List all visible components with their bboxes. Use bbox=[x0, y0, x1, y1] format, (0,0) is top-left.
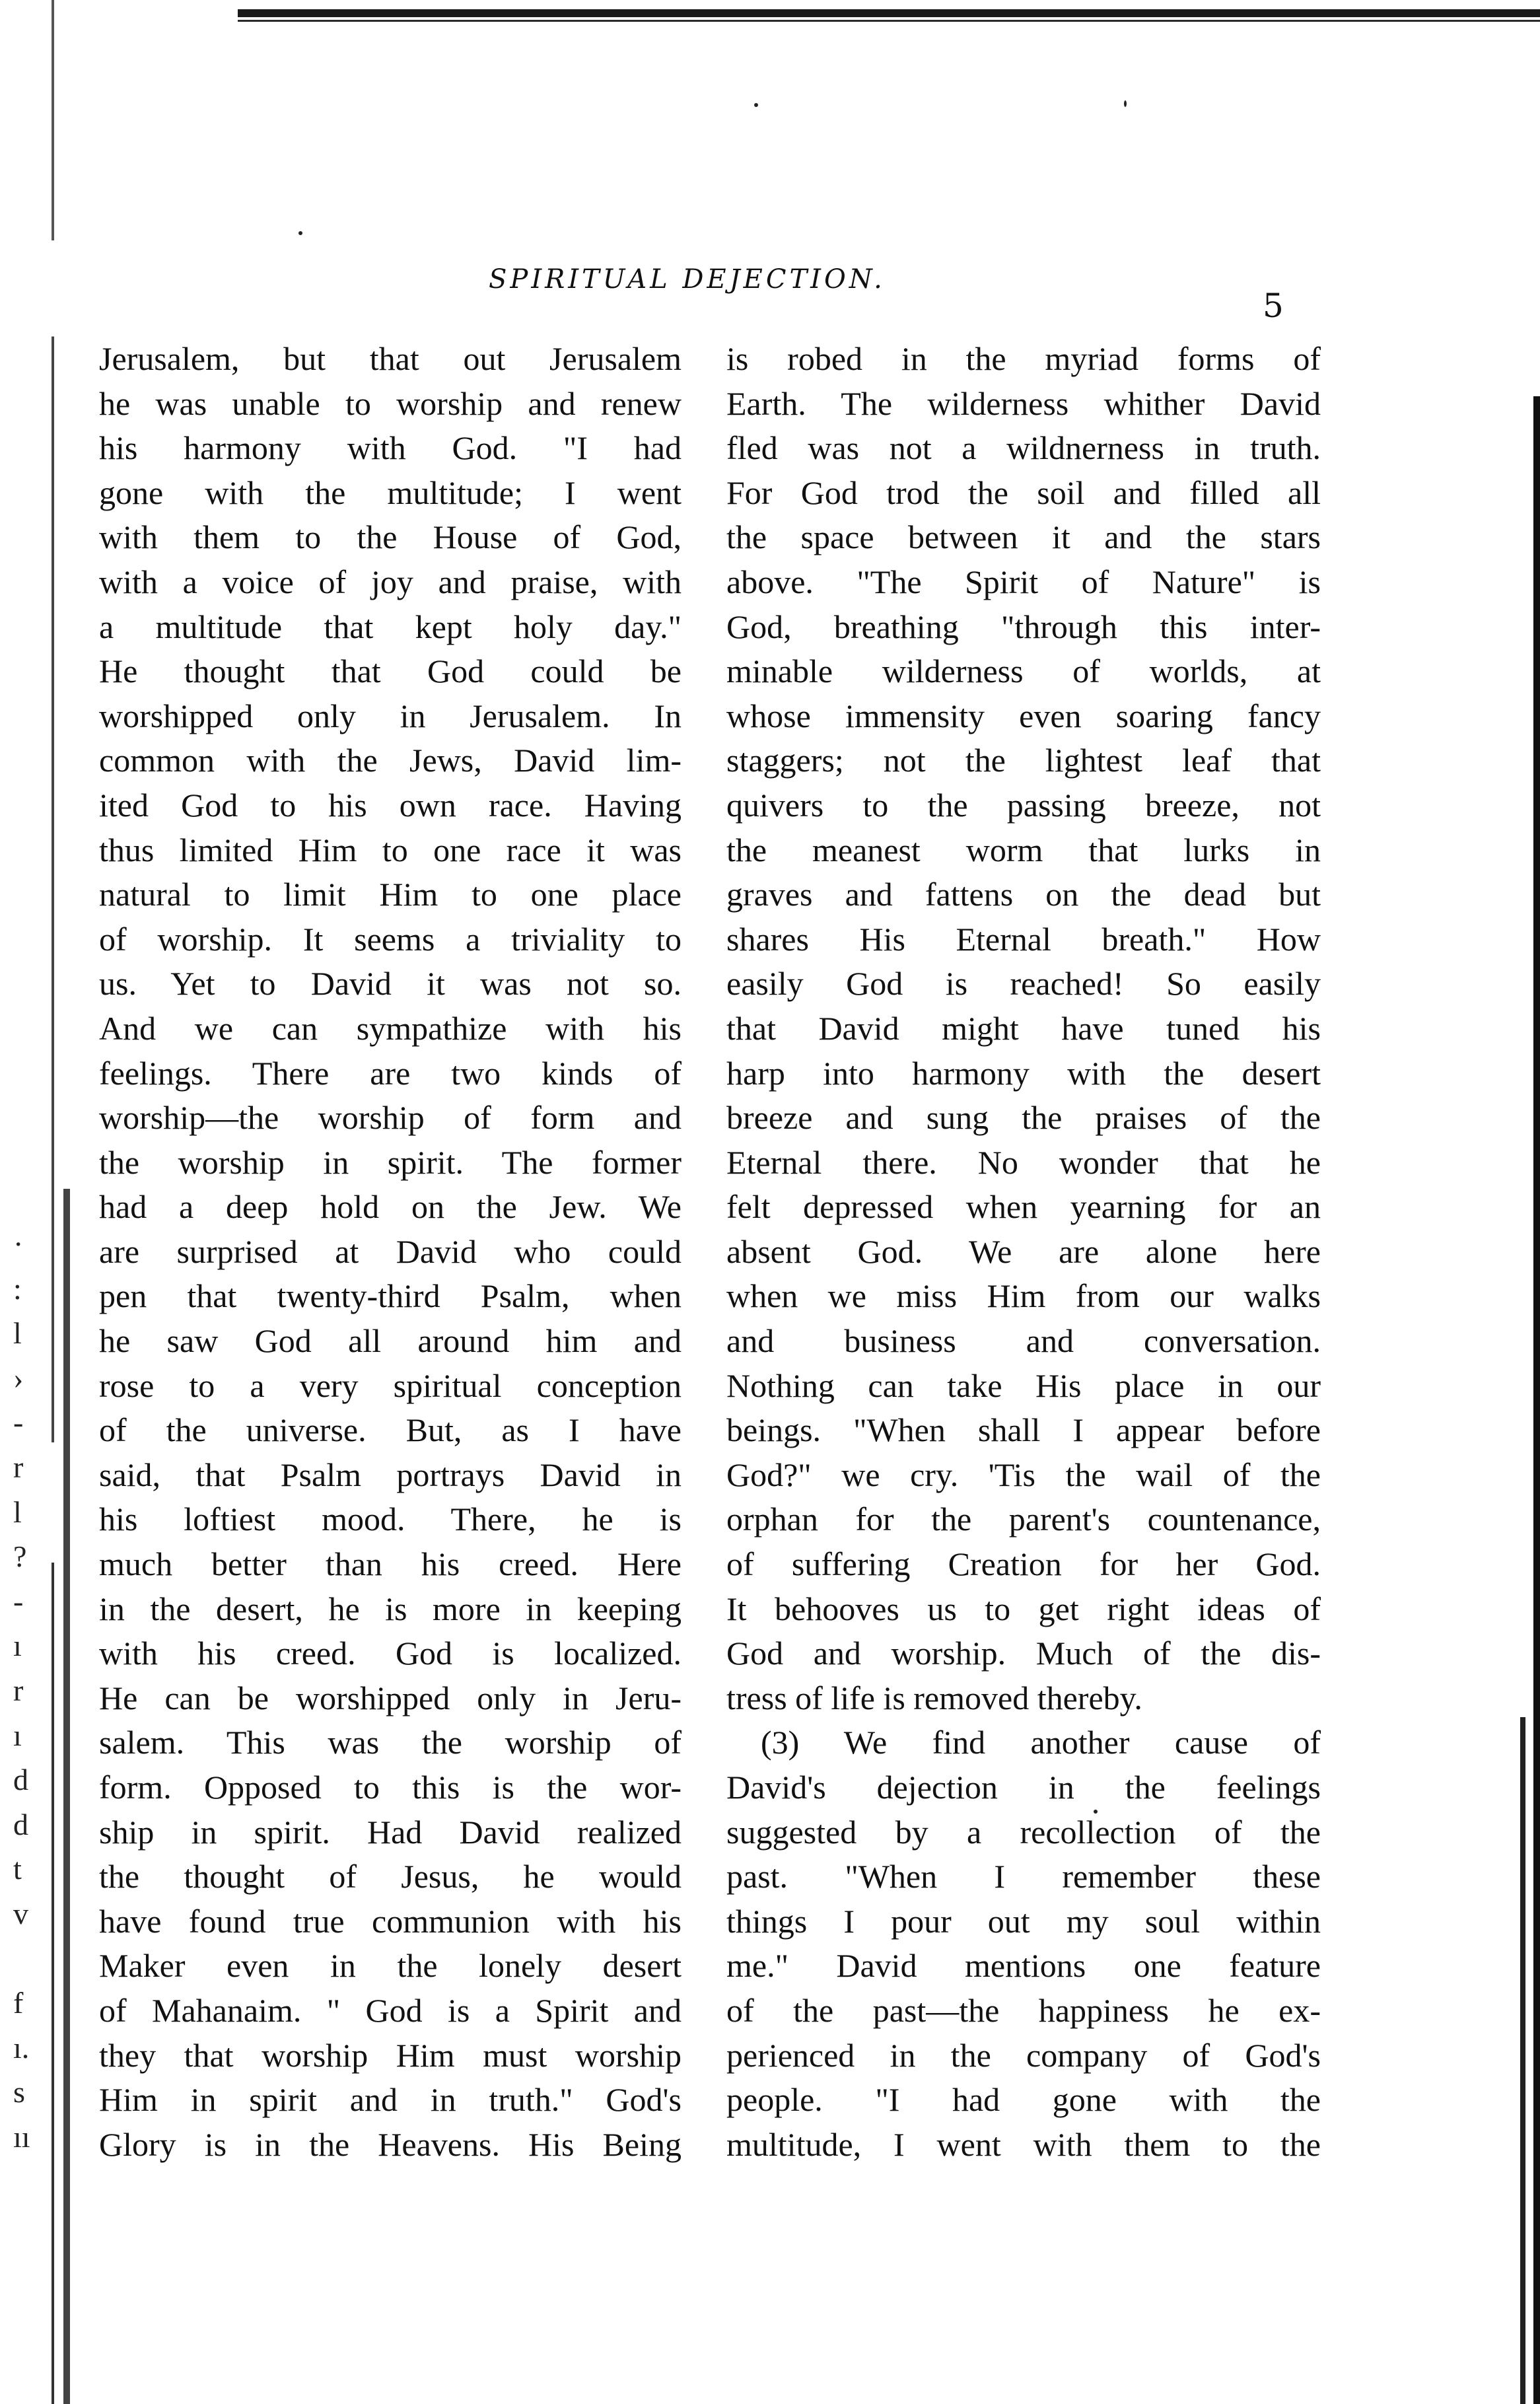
margin-fragment: ıı bbox=[13, 2119, 30, 2154]
text-line: Him in spirit and in truth." God's bbox=[99, 2081, 682, 2119]
text-line: his harmony with God. "I had bbox=[99, 429, 682, 467]
text-line: he saw God all around him and bbox=[99, 1322, 682, 1360]
text-line: feelings. There are two kinds of bbox=[99, 1054, 682, 1092]
text-line: absent God. We are alone here bbox=[726, 1232, 1321, 1270]
text-line: graves and fattens on the dead but bbox=[726, 876, 1321, 913]
right-text-column bbox=[726, 337, 1321, 2167]
text-line: a multitude that kept holy day." bbox=[99, 608, 682, 645]
text-line: beings. "When shall I appear before bbox=[726, 1411, 1321, 1449]
text-line: with them to the House of God, bbox=[99, 518, 682, 556]
text-line: people. "I had gone with the bbox=[726, 2081, 1321, 2119]
text-line: of worship. It seems a triviality to bbox=[99, 920, 682, 958]
margin-fragment: › bbox=[13, 1361, 24, 1395]
page-number: 5 bbox=[1263, 287, 1284, 325]
text-line: God and worship. Much of the dis- bbox=[726, 1635, 1321, 1672]
text-line: Eternal there. No wonder that he bbox=[726, 1143, 1321, 1181]
margin-fragment: · bbox=[13, 1227, 24, 1261]
text-line: fled was not a wildnerness in truth. bbox=[726, 429, 1321, 467]
margin-fragment: : bbox=[13, 1271, 22, 1306]
margin-fragment bbox=[13, 1936, 40, 1981]
margin-fragments bbox=[13, 1222, 40, 2159]
print-speck bbox=[298, 231, 302, 235]
text-line: suggested by a recollection of the bbox=[726, 1813, 1321, 1851]
text-line: are surprised at David who could bbox=[99, 1232, 682, 1270]
text-line: the meanest worm that lurks in bbox=[726, 831, 1321, 868]
text-line: salem. This was the worship of bbox=[99, 1724, 682, 1761]
margin-fragment: f bbox=[13, 1986, 24, 2020]
text-line: of the past—the happiness he ex- bbox=[726, 1991, 1321, 2029]
text-line: harp into harmony with the desert bbox=[726, 1054, 1321, 1092]
margin-fragment: l bbox=[13, 1316, 22, 1351]
text-line: natural to limit Him to one place bbox=[99, 876, 682, 913]
margin-fragment: - bbox=[13, 1584, 24, 1618]
text-line: whose immensity even soaring fancy bbox=[726, 697, 1321, 734]
text-line: when we miss Him from our walks bbox=[726, 1277, 1321, 1315]
text-line: his loftiest mood. There, he is bbox=[99, 1501, 682, 1538]
text-line: Glory is in the Heavens. His Being bbox=[99, 2125, 682, 2163]
text-line: rose to a very spiritual conception bbox=[99, 1366, 682, 1404]
margin-fragment: ? bbox=[13, 1539, 27, 1574]
margin-fragment: l bbox=[13, 1495, 22, 1529]
margin-fragment: d bbox=[13, 1763, 28, 1797]
text-line: common with the Jews, David lim- bbox=[99, 742, 682, 779]
text-line: God?" we cry. 'Tis the wail of the bbox=[726, 1456, 1321, 1493]
margin-fragment: d bbox=[13, 1807, 28, 1841]
text-line: said, that Psalm portrays David in bbox=[99, 1456, 682, 1493]
text-line: thus limited Him to one race it was bbox=[99, 831, 682, 868]
text-line: David's dejection in the feelings bbox=[726, 1769, 1321, 1806]
text-line: and business and conversation. bbox=[726, 1322, 1321, 1360]
text-line: And we can sympathize with his bbox=[99, 1009, 682, 1047]
text-line: God, breathing "through this inter- bbox=[726, 608, 1321, 645]
margin-fragment: ı. bbox=[13, 2030, 30, 2065]
text-line: orphan for the parent's countenance, bbox=[726, 1501, 1321, 1538]
top-rule-thin bbox=[238, 20, 1540, 22]
text-line: easily God is reached! So easily bbox=[726, 965, 1321, 1003]
print-speck bbox=[1124, 100, 1127, 107]
text-line: the thought of Jesus, he would bbox=[99, 1858, 682, 1895]
text-line: He thought that God could be bbox=[99, 653, 682, 690]
text-line: pen that twenty-third Psalm, when bbox=[99, 1277, 682, 1315]
text-line: the worship in spirit. The former bbox=[99, 1143, 682, 1181]
margin-fragment: t bbox=[13, 1852, 22, 1886]
margin-fragment: - bbox=[13, 1405, 24, 1440]
text-line: much better than his creed. Here bbox=[99, 1545, 682, 1583]
margin-fragment: r bbox=[13, 1450, 24, 1484]
text-line: (3) We find another cause of bbox=[761, 1724, 1321, 1761]
text-line: with his creed. God is localized. bbox=[99, 1635, 682, 1672]
top-rule bbox=[238, 9, 1540, 17]
text-line: they that worship Him must worship bbox=[99, 2036, 682, 2074]
text-line: multitude, I went with them to the bbox=[726, 2125, 1321, 2163]
text-line: us. Yet to David it was not so. bbox=[99, 965, 682, 1003]
text-line: things I pour out my soul within bbox=[726, 1902, 1321, 1940]
right-binding-shadow bbox=[1520, 1717, 1525, 2404]
text-line: staggers; not the lightest leaf that bbox=[726, 742, 1321, 779]
text-line: Earth. The wilderness whither David bbox=[726, 384, 1321, 422]
text-line: Nothing can take His place in our bbox=[726, 1366, 1321, 1404]
right-page-edge bbox=[1533, 396, 1540, 2404]
margin-fragment: ı bbox=[13, 1718, 22, 1752]
text-line: is robed in the myriad forms of bbox=[726, 340, 1321, 377]
running-head: SPIRITUAL DEJECTION. bbox=[489, 264, 886, 295]
margin-fragment: s bbox=[13, 2075, 25, 2109]
text-line: Jerusalem, but that out Jerusalem bbox=[99, 340, 682, 377]
text-line: For God trod the soil and filled all bbox=[726, 474, 1321, 511]
text-line: with a voice of joy and praise, with bbox=[99, 563, 682, 600]
left-binding-shadow bbox=[63, 1189, 70, 2404]
print-speck bbox=[754, 103, 758, 107]
text-line: ited God to his own race. Having bbox=[99, 786, 682, 824]
left-page-edge bbox=[52, 0, 54, 2404]
text-line: worshipped only in Jerusalem. In bbox=[99, 697, 682, 734]
text-line: that David might have tuned his bbox=[726, 1009, 1321, 1047]
text-line: of Mahanaim. " God is a Spirit and bbox=[99, 1991, 682, 2029]
text-line: he was unable to worship and renew bbox=[99, 384, 682, 422]
text-line: above. "The Spirit of Nature" is bbox=[726, 563, 1321, 600]
text-line: gone with the multitude; I went bbox=[99, 474, 682, 511]
text-line: tress of life is removed thereby. bbox=[726, 1679, 1142, 1716]
text-line: It behooves us to get right ideas of bbox=[726, 1590, 1321, 1627]
margin-fragment: v bbox=[13, 1896, 28, 1930]
text-line: had a deep hold on the Jew. We bbox=[99, 1188, 682, 1226]
text-line: ship in spirit. Had David realized bbox=[99, 1813, 682, 1851]
text-line: the space between it and the stars bbox=[726, 518, 1321, 556]
text-line: worship—the worship of form and bbox=[99, 1099, 682, 1137]
text-line: me." David mentions one feature bbox=[726, 1947, 1321, 1985]
text-line: breeze and sung the praises of the bbox=[726, 1099, 1321, 1137]
text-line: perienced in the company of God's bbox=[726, 2036, 1321, 2074]
text-line: Maker even in the lonely desert bbox=[99, 1947, 682, 1985]
text-line: of the universe. But, as I have bbox=[99, 1411, 682, 1449]
text-line: form. Opposed to this is the wor- bbox=[99, 1769, 682, 1806]
text-line: He can be worshipped only in Jeru- bbox=[99, 1679, 682, 1716]
margin-fragment: ı bbox=[13, 1629, 22, 1663]
left-text-column bbox=[99, 337, 682, 2167]
margin-fragment: r bbox=[13, 1673, 24, 1707]
text-line: in the desert, he is more in keeping bbox=[99, 1590, 682, 1627]
text-line: quivers to the passing breeze, not bbox=[726, 786, 1321, 824]
page-header bbox=[0, 264, 1540, 325]
text-line: minable wilderness of worlds, at bbox=[726, 653, 1321, 690]
text-line: have found true communion with his bbox=[99, 1902, 682, 1940]
text-line: felt depressed when yearning for an bbox=[726, 1188, 1321, 1226]
text-line: shares His Eternal breath." How bbox=[726, 920, 1321, 958]
text-line: of suffering Creation for her God. bbox=[726, 1545, 1321, 1583]
text-line: past. "When I remember these bbox=[726, 1858, 1321, 1895]
